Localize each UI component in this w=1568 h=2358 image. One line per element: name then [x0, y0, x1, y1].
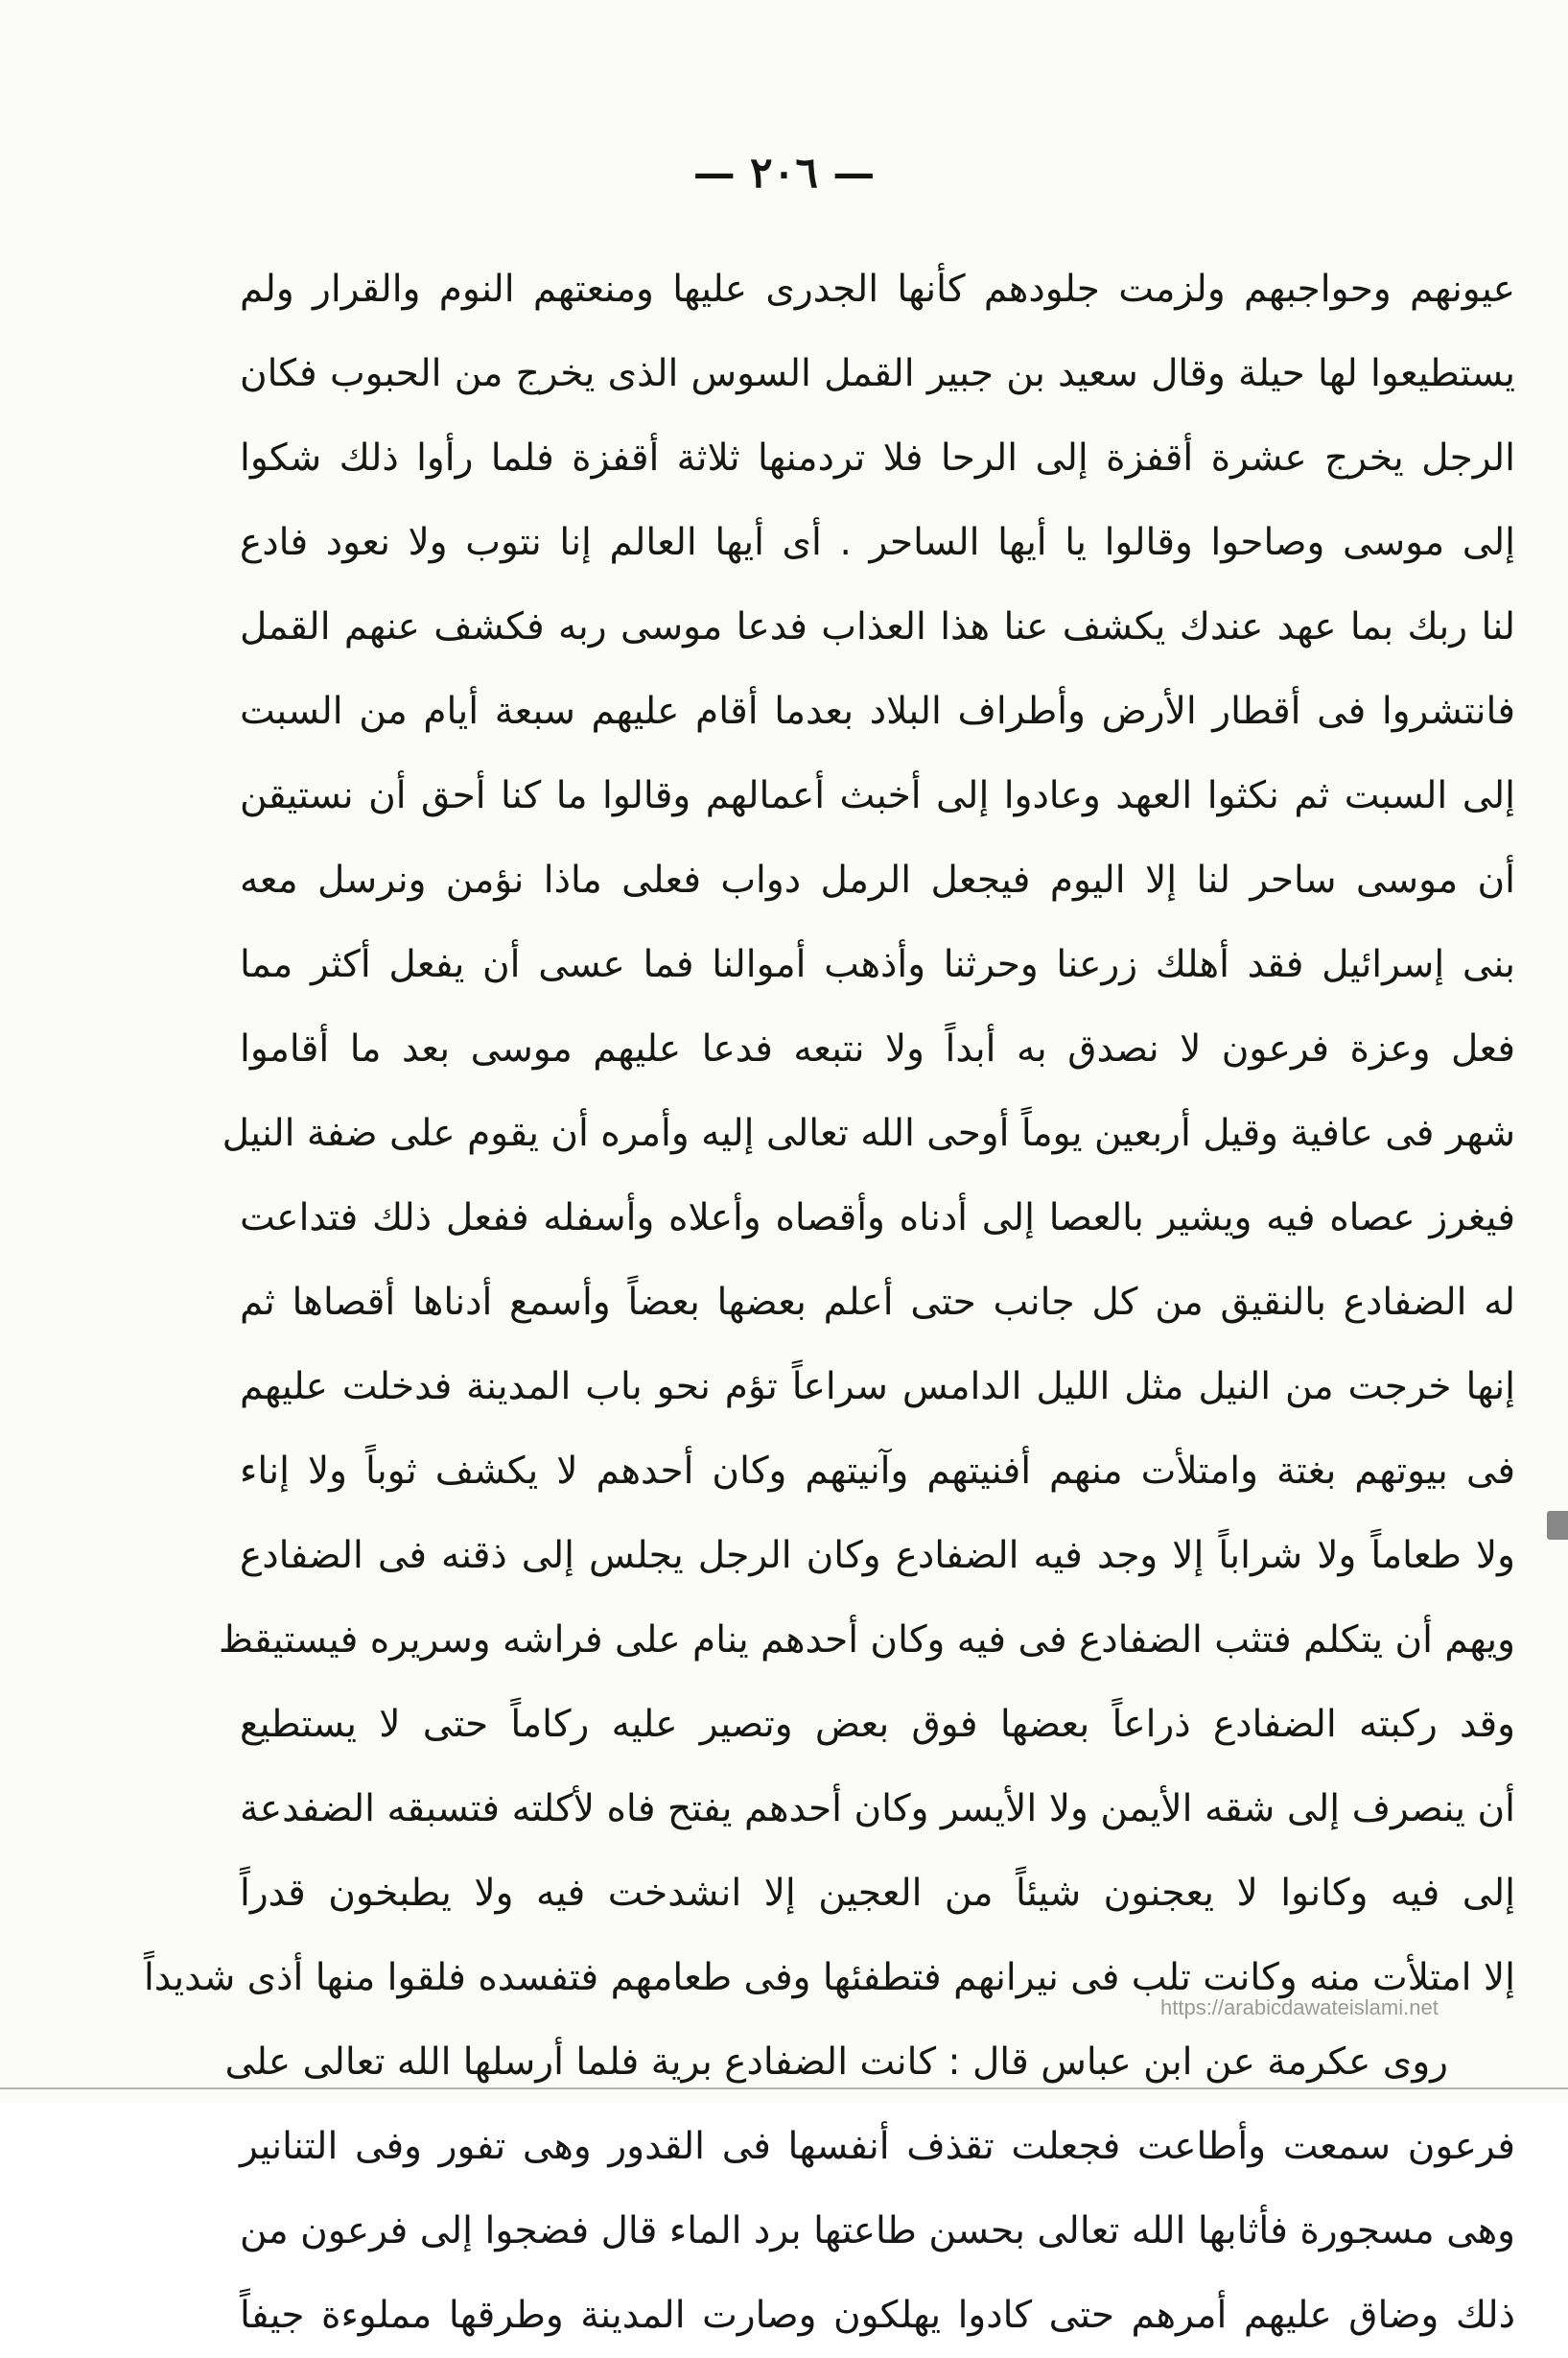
text-line: فانتشروا فى أقطار الأرض وأطراف البلاد بعدما أقام عليهم سبعة أيام من السبت — [240, 690, 1515, 733]
text-line: الرجل يخرج عشرة أقفزة إلى الرحا فلا تردمنها ثلاثة أقفزة فلما رأوا ذلك شكوا — [240, 436, 1515, 480]
text-line: فرعون سمعت وأطاعت فجعلت تقذف أنفسها فى القدور وهى تفور وفى التنانير — [240, 2125, 1515, 2168]
text-line: فيغرز عصاه فيه ويشير بالعصا إلى أدناه وأقصاه وأعلاه وأسفله ففعل ذلك فتداعت — [240, 1196, 1515, 1239]
text-line: ولا طعاماً ولا شراباً إلا وجد فيه الضفادع وكان الرجل يجلس إلى ذقنه فى الضفادع — [240, 1534, 1515, 1577]
watermark-url: https://arabicdawateislami.net — [1160, 1995, 1439, 2019]
text-line: ويهم أن يتكلم فتثب الضفادع فى فيه وكان أحدهم ينام على فراشه وسريره فيستيقظ — [218, 1618, 1515, 1662]
text-line: إلى السبت ثم نكثوا العهد وعادوا إلى أخبث أعمالهم وقالوا ما كنا أحق أن نستيقن — [240, 774, 1515, 817]
text-line: فى بيوتهم بغتة وامتلأت منهم أفنيتهم وآنيتهم وكان أحدهم لا يكشف ثوباً ولا إناء — [240, 1450, 1515, 1493]
text-line: إلا امتلأت منه وكانت تلب فى نيرانهم فتطفئها وفى طعامهم فتفسده فلقوا منها أذى شديداً — [143, 1956, 1515, 1999]
text-line: شهر فى عافية وقيل أربعين يوماً أوحى الله تعالى إليه وأمره أن يقوم على ضفة النيل — [222, 1112, 1515, 1155]
text-line: أن ينصرف إلى شقه الأيمن ولا الأيسر وكان أحدهم يفتح فاه لأكلته فتسبقه الضفدعة — [240, 1787, 1515, 1830]
text-line: له الضفادع بالنقيق من كل جانب حتى أعلم بعضها بعضاً وأسمع أدناها أقصاها ثم — [240, 1281, 1515, 1324]
text-line: لنا ربك بما عهد عندك يكشف عنا هذا العذاب فدعا موسى ربه فكشف عنهم القمل — [240, 605, 1515, 648]
text-line: روى عكرمة عن ابن عباس قال : كانت الضفادع برية فلما أرسلها الله تعالى على — [224, 2040, 1448, 2084]
scan-bottom-edge — [0, 2087, 1568, 2089]
text-line: وقد ركبته الضفادع ذراعاً بعضها فوق بعض وتصير عليه ركاماً حتى لا يستطيع — [240, 1703, 1515, 1746]
text-line: بنى إسرائيل فقد أهلك زرعنا وحرثنا وأذهب أموالنا فما عسى أن يفعل أكثر مما — [240, 943, 1515, 986]
text-line: فعل وعزة فرعون لا نصدق به أبداً ولا نتبعه فدعا عليهم موسى بعد ما أقاموا — [240, 1027, 1515, 1071]
text-line: أن موسى ساحر لنا إلا اليوم فيجعل الرمل دواب فعلى ماذا نؤمن ونرسل معه — [240, 859, 1515, 902]
text-line: إنها خرجت من النيل مثل الليل الدامس سراعاً تؤم نحو باب المدينة فدخلت عليهم — [240, 1365, 1515, 1408]
text-line: عيونهم وحواجبهم ولزمت جلودهم كأنها الجدرى عليها ومنعتهم النوم والقرار ولم — [240, 268, 1515, 311]
text-line: إلى موسى وصاحوا وقالوا يا أيها الساحر . أى أيها العالم إنا نتوب ولا نعود فادع — [240, 521, 1515, 564]
text-line: ذلك وضاق عليهم أمرهم حتى كادوا يهلكون وصارت المدينة وطرقها مملوءة جيفاً — [240, 2294, 1515, 2337]
scan-edge-mark — [1547, 1511, 1568, 1540]
text-line: وهى مسجورة فأثابها الله تعالى بحسن طاعتها برد الماء قال فضجوا إلى فرعون من — [240, 2209, 1515, 2252]
page-number: — ٢٠٦ — — [692, 149, 876, 198]
text-line: إلى فيه وكانوا لا يعجنون شيئاً من العجين إلا انشدخت فيه ولا يطبخون قدراً — [240, 1872, 1515, 1915]
text-line: يستطيعوا لها حيلة وقال سعيد بن جبير القمل السوس الذى يخرج من الحبوب فكان — [240, 352, 1515, 395]
body-text — [143, 248, 1515, 2358]
